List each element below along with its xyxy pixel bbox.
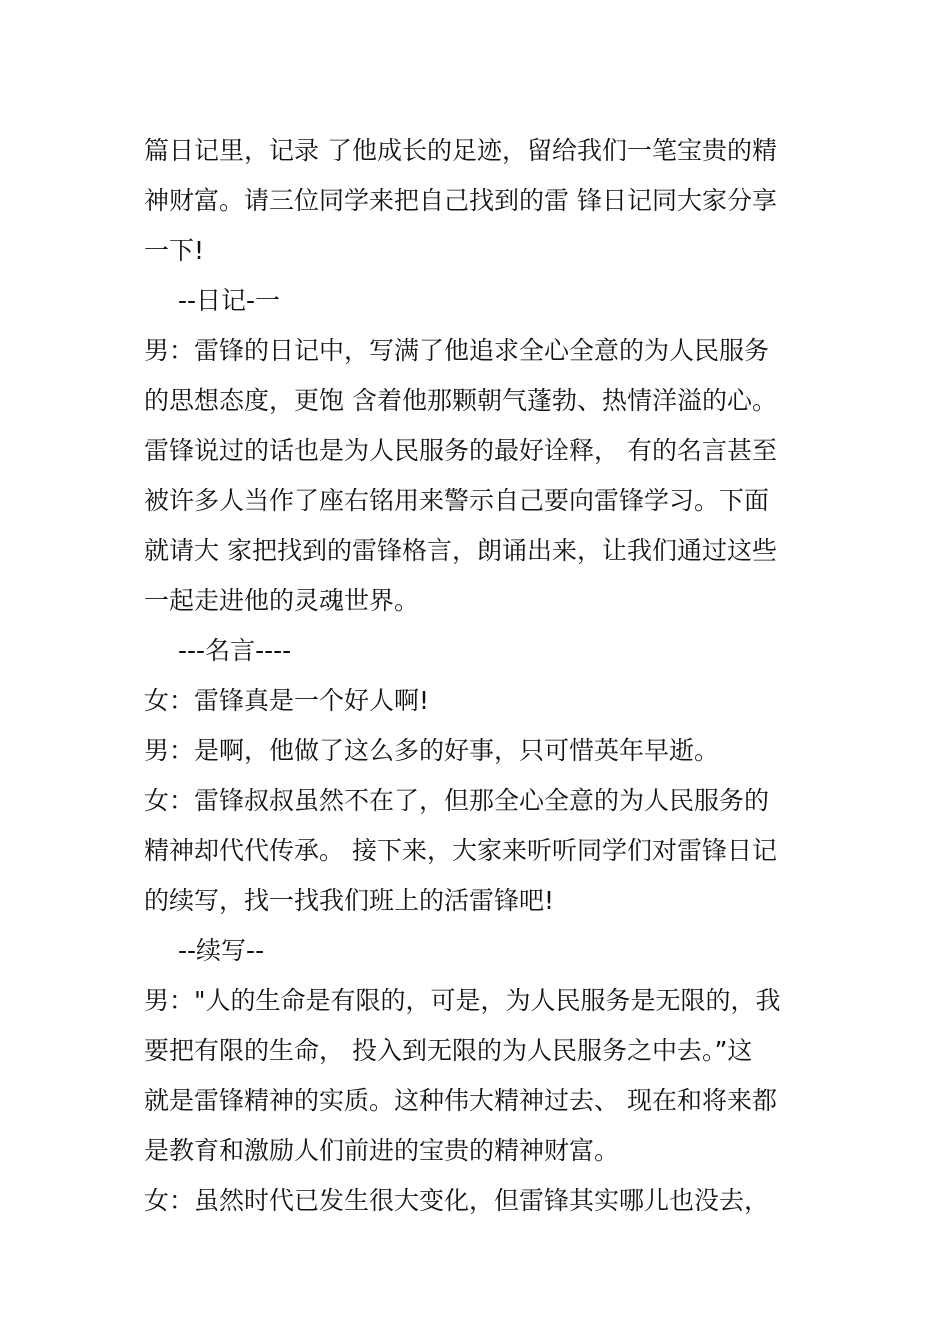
text-line: 篇日记里，记录 了他成长的足迹，留给我们一笔宝贵的精 <box>144 136 777 165</box>
text-line: 的思想态度，更饱 含着他那颗朝气蓬勃、热情洋溢的心。 <box>144 386 777 415</box>
text-line: 一起走进他的灵魂世界。 <box>144 586 420 615</box>
text-line: 神财富。请三位同学来把自己找到的雷 锋日记同大家分享 <box>144 186 777 215</box>
text-line: 男：雷锋的日记中，写满了他追求全心全意的为人民服务 <box>144 336 770 365</box>
text-line: 男："人的生命是有限的，可是，为人民服务是无限的，我 <box>144 986 781 1015</box>
text-line: 男：是啊，他做了这么多的好事，只可惜英年早逝。 <box>144 736 720 765</box>
section-heading-quotes: ---名言---- <box>178 636 292 665</box>
text-line: 的续写，找一找我们班上的活雷锋吧! <box>144 886 555 915</box>
text-line: 雷锋说过的话也是为人民服务的最好诠释， 有的名言甚至 <box>144 436 777 465</box>
text-line: 就是雷锋精神的实质。这种伟大精神过去、 现在和将来都 <box>144 1086 777 1115</box>
document-body <box>144 126 814 1226</box>
text-line: 要把有限的生命， 投入到无限的为人民服务之中去。”这 <box>144 1036 753 1065</box>
text-line: 被许多人当作了座右铭用来警示自己要向雷锋学习。下面 <box>144 486 770 515</box>
text-line: 一下! <box>144 236 205 265</box>
section-heading-continuation: --续写-- <box>178 936 265 965</box>
text-line: 就请大 家把找到的雷锋格言，朗诵出来，让我们通过这些 <box>144 536 777 565</box>
text-line: 女：虽然时代已发生很大变化，但雷锋其实哪儿也没去， <box>144 1186 770 1215</box>
text-line: 女：雷锋真是一个好人啊! <box>144 686 430 715</box>
text-line: 精神却代代传承。 接下来，大家来听听同学们对雷锋日记 <box>144 836 777 865</box>
text-line: 女：雷锋叔叔虽然不在了，但那全心全意的为人民服务的 <box>144 786 770 815</box>
section-heading-diary: --日记-一 <box>178 286 281 315</box>
text-line: 是教育和激励人们前进的宝贵的精神财富。 <box>144 1136 620 1165</box>
